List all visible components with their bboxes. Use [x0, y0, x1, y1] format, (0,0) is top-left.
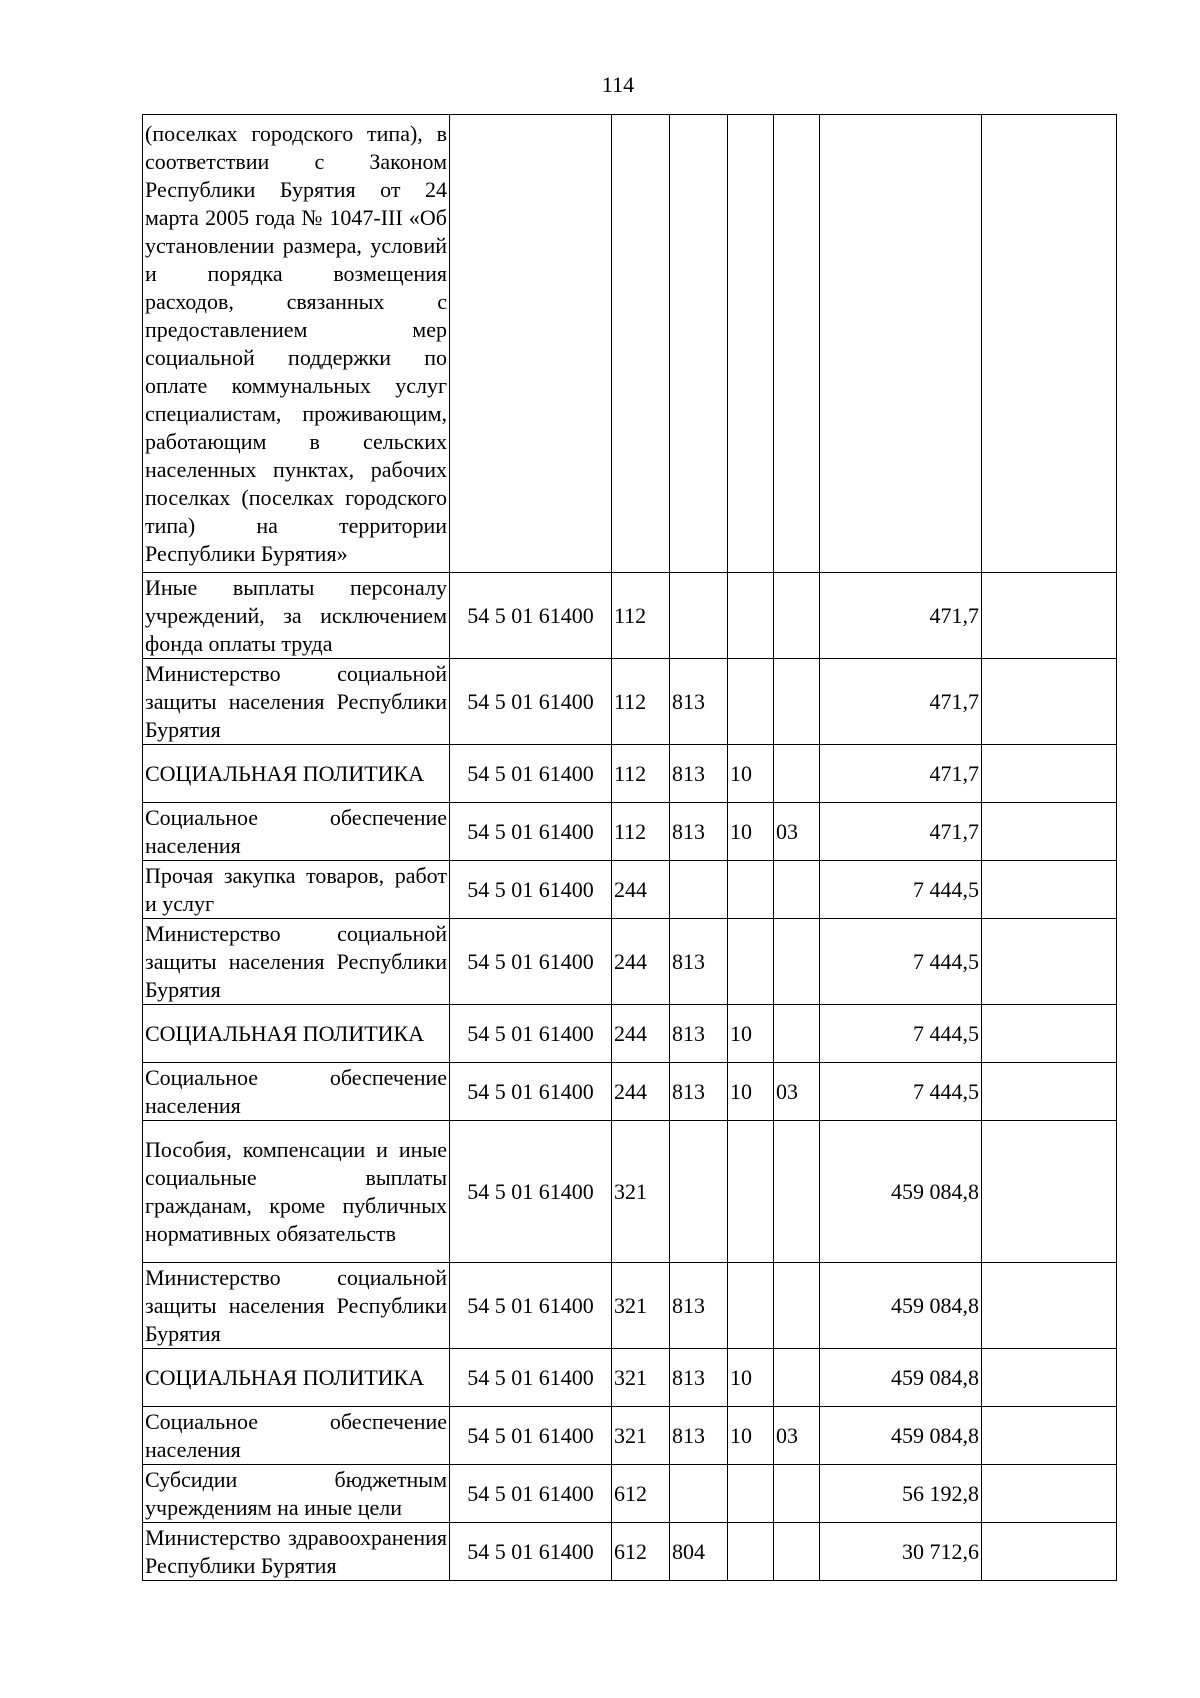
budget-table — [142, 114, 1117, 1581]
ministry-code-cell: 813 — [670, 1349, 728, 1407]
amount-cell: 471,7 — [820, 745, 982, 803]
target-code-cell: 54 5 01 61400 — [450, 1263, 612, 1349]
expense-type-cell: 612 — [612, 1523, 670, 1581]
row-description: Министерство социальной защиты населения Республики Бурятия — [143, 659, 450, 745]
ministry-code-cell: 813 — [670, 919, 728, 1005]
expense-type-cell: 321 — [612, 1121, 670, 1263]
amount-cell: 30 712,6 — [820, 1523, 982, 1581]
extra-cell — [982, 1005, 1117, 1063]
expense-type-cell: 112 — [612, 803, 670, 861]
amount-cell: 471,7 — [820, 573, 982, 659]
section-code-cell — [728, 659, 774, 745]
target-code-cell: 54 5 01 61400 — [450, 919, 612, 1005]
table-row — [143, 659, 1117, 745]
section-code-cell: 10 — [728, 745, 774, 803]
section-code-cell — [728, 1523, 774, 1581]
table-row — [143, 1465, 1117, 1523]
ministry-code-cell: 813 — [670, 659, 728, 745]
section-code-cell — [728, 1121, 774, 1263]
expense-type-cell: 321 — [612, 1263, 670, 1349]
subsection-code-cell: 03 — [774, 1407, 820, 1465]
subsection-code-cell — [774, 1349, 820, 1407]
amount-cell: 471,7 — [820, 803, 982, 861]
section-code-cell: 10 — [728, 803, 774, 861]
table-row — [143, 745, 1117, 803]
target-code-cell: 54 5 01 61400 — [450, 1349, 612, 1407]
subsection-code-cell: 03 — [774, 803, 820, 861]
extra-cell — [982, 1465, 1117, 1523]
amount-cell: 7 444,5 — [820, 1005, 982, 1063]
row-description: СОЦИАЛЬНАЯ ПОЛИТИКА — [143, 745, 450, 803]
table-row — [143, 861, 1117, 919]
subsection-code-cell — [774, 919, 820, 1005]
amount-cell: 471,7 — [820, 659, 982, 745]
expense-type-cell: 112 — [612, 573, 670, 659]
target-code-cell: 54 5 01 61400 — [450, 1407, 612, 1465]
extra-cell — [982, 1349, 1117, 1407]
ministry-code-cell: 813 — [670, 1005, 728, 1063]
row-description: (поселках городского типа), в соответствии с Законом Республики Бурятия от 24 марта 2005 года № 1047-III «Об установлении размера, условий и порядка возмещения расходов, связанных с предоставлением мер социальной поддержки по оплате коммунальных услуг специалистам, проживающим, работающим в сельских населенных пунктах, рабочих поселках (поселках городского типа) на территории Республики Бурятия» — [143, 115, 450, 573]
amount-cell: 459 084,8 — [820, 1121, 982, 1263]
target-code-cell: 54 5 01 61400 — [450, 861, 612, 919]
section-code-cell: 10 — [728, 1349, 774, 1407]
target-code-cell: 54 5 01 61400 — [450, 1523, 612, 1581]
extra-cell — [982, 1063, 1117, 1121]
ministry-code-cell — [670, 1121, 728, 1263]
extra-cell — [982, 1407, 1117, 1465]
ministry-code-cell: 813 — [670, 1063, 728, 1121]
table-row — [143, 573, 1117, 659]
subsection-code-cell — [774, 861, 820, 919]
ministry-code-cell: 813 — [670, 745, 728, 803]
table-row — [143, 115, 1117, 573]
expense-type-cell: 321 — [612, 1407, 670, 1465]
amount-cell: 56 192,8 — [820, 1465, 982, 1523]
extra-cell — [982, 573, 1117, 659]
subsection-code-cell — [774, 573, 820, 659]
amount-cell — [820, 115, 982, 573]
ministry-code-cell: 813 — [670, 803, 728, 861]
table-row — [143, 919, 1117, 1005]
expense-type-cell: 244 — [612, 1005, 670, 1063]
amount-cell: 7 444,5 — [820, 1063, 982, 1121]
expense-type-cell: 244 — [612, 861, 670, 919]
subsection-code-cell: 03 — [774, 1063, 820, 1121]
extra-cell — [982, 115, 1117, 573]
table-row — [143, 1263, 1117, 1349]
table-row — [143, 803, 1117, 861]
amount-cell: 7 444,5 — [820, 861, 982, 919]
extra-cell — [982, 861, 1117, 919]
expense-type-cell — [612, 115, 670, 573]
table-row — [143, 1407, 1117, 1465]
target-code-cell: 54 5 01 61400 — [450, 1005, 612, 1063]
subsection-code-cell — [774, 745, 820, 803]
ministry-code-cell — [670, 573, 728, 659]
expense-type-cell: 244 — [612, 919, 670, 1005]
ministry-code-cell: 813 — [670, 1407, 728, 1465]
table-row — [143, 1005, 1117, 1063]
extra-cell — [982, 659, 1117, 745]
table-row — [143, 1063, 1117, 1121]
expense-type-cell: 112 — [612, 659, 670, 745]
amount-cell: 459 084,8 — [820, 1263, 982, 1349]
target-code-cell — [450, 115, 612, 573]
amount-cell: 459 084,8 — [820, 1349, 982, 1407]
page-number: 114 — [601, 72, 635, 97]
subsection-code-cell — [774, 1121, 820, 1263]
section-code-cell: 10 — [728, 1407, 774, 1465]
row-description: Министерство здравоохранения Республики Бурятия — [143, 1523, 450, 1581]
expense-type-cell: 112 — [612, 745, 670, 803]
extra-cell — [982, 919, 1117, 1005]
subsection-code-cell — [774, 1523, 820, 1581]
extra-cell — [982, 1263, 1117, 1349]
section-code-cell — [728, 919, 774, 1005]
section-code-cell: 10 — [728, 1063, 774, 1121]
target-code-cell: 54 5 01 61400 — [450, 659, 612, 745]
row-description: Социальное обеспечение населения — [143, 803, 450, 861]
section-code-cell — [728, 1465, 774, 1523]
section-code-cell — [728, 115, 774, 573]
ministry-code-cell: 804 — [670, 1523, 728, 1581]
amount-cell: 7 444,5 — [820, 919, 982, 1005]
table-row — [143, 1121, 1117, 1263]
row-description: Социальное обеспечение населения — [143, 1407, 450, 1465]
row-description: Прочая закупка товаров, работ и услуг — [143, 861, 450, 919]
subsection-code-cell — [774, 659, 820, 745]
ministry-code-cell — [670, 115, 728, 573]
ministry-code-cell — [670, 861, 728, 919]
target-code-cell: 54 5 01 61400 — [450, 573, 612, 659]
ministry-code-cell — [670, 1465, 728, 1523]
subsection-code-cell — [774, 1005, 820, 1063]
table-row — [143, 1523, 1117, 1581]
target-code-cell: 54 5 01 61400 — [450, 745, 612, 803]
ministry-code-cell: 813 — [670, 1263, 728, 1349]
row-description: Социальное обеспечение населения — [143, 1063, 450, 1121]
amount-cell: 459 084,8 — [820, 1407, 982, 1465]
expense-type-cell: 244 — [612, 1063, 670, 1121]
row-description: СОЦИАЛЬНАЯ ПОЛИТИКА — [143, 1005, 450, 1063]
subsection-code-cell — [774, 1263, 820, 1349]
subsection-code-cell — [774, 115, 820, 573]
row-description: Иные выплаты персоналу учреждений, за исключением фонда оплаты труда — [143, 573, 450, 659]
expense-type-cell: 612 — [612, 1465, 670, 1523]
expense-type-cell: 321 — [612, 1349, 670, 1407]
row-description: Субсидии бюджетным учреждениям на иные цели — [143, 1465, 450, 1523]
section-code-cell: 10 — [728, 1005, 774, 1063]
extra-cell — [982, 745, 1117, 803]
section-code-cell — [728, 1263, 774, 1349]
section-code-cell — [728, 861, 774, 919]
section-code-cell — [728, 573, 774, 659]
row-description: СОЦИАЛЬНАЯ ПОЛИТИКА — [143, 1349, 450, 1407]
row-description: Министерство социальной защиты населения Республики Бурятия — [143, 919, 450, 1005]
target-code-cell: 54 5 01 61400 — [450, 1121, 612, 1263]
table-row — [143, 1349, 1117, 1407]
target-code-cell: 54 5 01 61400 — [450, 803, 612, 861]
extra-cell — [982, 1523, 1117, 1581]
row-description: Министерство социальной защиты населения Республики Бурятия — [143, 1263, 450, 1349]
extra-cell — [982, 803, 1117, 861]
row-description: Пособия, компенсации и иные социальные выплаты гражданам, кроме публичных нормативных обязательств — [143, 1121, 450, 1263]
target-code-cell: 54 5 01 61400 — [450, 1465, 612, 1523]
target-code-cell: 54 5 01 61400 — [450, 1063, 612, 1121]
extra-cell — [982, 1121, 1117, 1263]
subsection-code-cell — [774, 1465, 820, 1523]
